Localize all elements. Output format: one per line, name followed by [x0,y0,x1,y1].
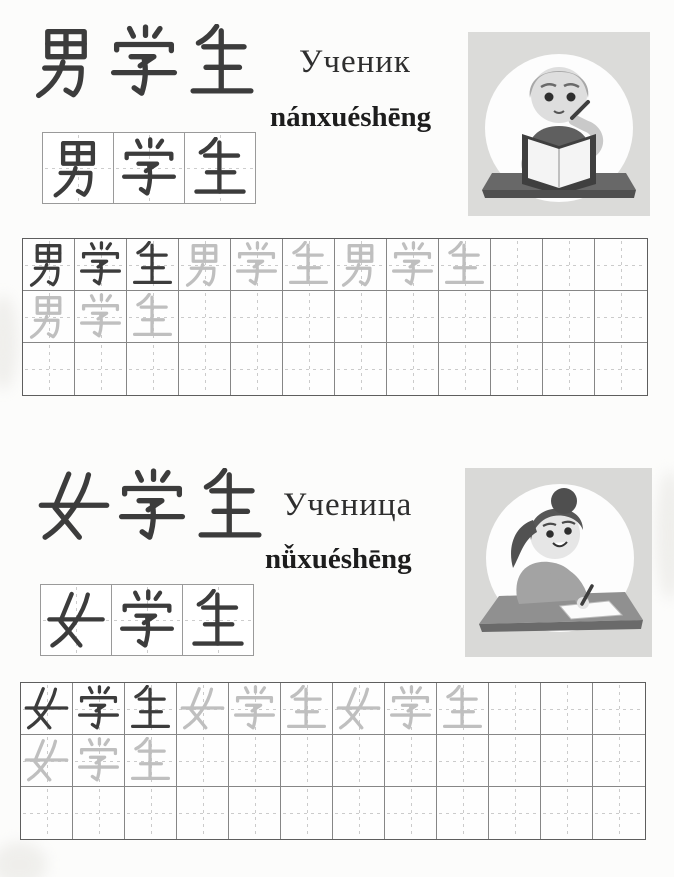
hanzi-nan-glyph [25,293,72,340]
practice-grid-cell [491,291,543,343]
hanzi-nv-glyph [179,685,226,732]
hanzi-xue-glyph [77,293,124,340]
practice-grid-cell [595,239,647,291]
practice-grid-cell [491,239,543,291]
hanzi-nv-glyph [335,685,382,732]
practice-grid-cell [541,683,593,735]
hanzi-xue-glyph [75,685,122,732]
practice-grid-cell [75,291,127,343]
practice-grid-cell [23,239,75,291]
practice-grid-cell [75,239,127,291]
stroke-box [184,132,256,204]
practice-grid-cell [541,787,593,839]
practice-grid-cell [439,291,491,343]
practice-grid-cell [439,239,491,291]
practice-grid-cell [385,683,437,735]
practice-grid-cell [231,343,283,395]
practice-grid-cell [75,343,127,395]
russian-translation: Ученик [299,44,411,80]
hanzi-title [36,468,268,544]
hanzi-xue-glyph [118,137,180,199]
practice-grid-cell [437,787,489,839]
practice-grid-cell [179,343,231,395]
pinyin-transcription: nǚxuéshēng [265,543,412,575]
hanzi-sheng-glyph [192,468,268,544]
hanzi-xue-glyph [231,685,278,732]
practice-grid-cell [335,239,387,291]
hanzi-xue-glyph [106,24,182,100]
hanzi-xue-glyph [114,468,190,544]
hanzi-nan-glyph [47,137,109,199]
practice-grid-cell [73,787,125,839]
practice-grid-cell [439,343,491,395]
practice-grid-cell [543,343,595,395]
practice-grid-cell [281,735,333,787]
hanzi-xue-glyph [75,737,122,784]
stroke-box [111,584,183,656]
practice-grid-cell [125,683,177,735]
hanzi-nv-glyph [23,685,70,732]
practice-grid-cell [593,787,645,839]
stroke-box [42,132,114,204]
hanzi-nv-glyph [23,737,70,784]
practice-grid-cell [437,735,489,787]
practice-grid-cell [593,683,645,735]
hanzi-sheng-glyph [189,137,251,199]
hanzi-nan-glyph [25,241,72,288]
section-female-student [0,440,674,877]
practice-grid-cell [21,787,73,839]
practice-grid-cell [489,735,541,787]
stroke-box [113,132,185,204]
practice-grid-cell [543,239,595,291]
stroke-box-row [42,132,256,204]
hanzi-xue-glyph [233,241,280,288]
hanzi-xue-glyph [387,685,434,732]
practice-grid-cell [125,735,177,787]
practice-grid-cell [177,787,229,839]
hanzi-xue-glyph [389,241,436,288]
practice-grid-cell [127,291,179,343]
boy-reading-illustration [468,32,650,216]
practice-grid-cell [541,735,593,787]
practice-grid [20,682,646,840]
girl-writing-icon [465,468,652,657]
practice-grid-cell [595,343,647,395]
practice-grid-cell [73,735,125,787]
practice-grid-cell [127,239,179,291]
practice-grid-cell [73,683,125,735]
hanzi-nv-glyph [45,589,107,651]
practice-grid-cell [127,343,179,395]
practice-grid-cell [283,239,335,291]
practice-grid-cell [179,291,231,343]
practice-grid-cell [283,343,335,395]
practice-grid-cell [333,787,385,839]
boy-reading-icon [468,32,650,216]
practice-grid-cell [489,787,541,839]
hanzi-nan-glyph [28,24,104,100]
practice-grid-cell [387,291,439,343]
practice-grid-cell [387,343,439,395]
hanzi-xue-glyph [116,589,178,651]
practice-grid-cell [229,787,281,839]
practice-grid-cell [229,735,281,787]
practice-grid-cell [23,291,75,343]
practice-grid-cell [229,683,281,735]
hanzi-xue-glyph [77,241,124,288]
practice-grid-cell [125,787,177,839]
practice-grid-cell [179,239,231,291]
stroke-box-row [40,584,254,656]
hanzi-sheng-glyph [129,241,176,288]
hanzi-sheng-glyph [127,685,174,732]
practice-grid-cell [333,735,385,787]
practice-grid-cell [385,787,437,839]
practice-grid-cell [491,343,543,395]
girl-writing-illustration [465,468,652,657]
hanzi-sheng-glyph [439,685,486,732]
practice-grid-cell [543,291,595,343]
practice-grid [22,238,648,396]
practice-grid-cell [231,239,283,291]
practice-grid-cell [281,683,333,735]
practice-grid-cell [23,343,75,395]
hanzi-sheng-glyph [187,589,249,651]
hanzi-sheng-glyph [283,685,330,732]
practice-grid-cell [335,291,387,343]
hanzi-sheng-glyph [441,241,488,288]
russian-translation: Ученица [283,487,413,523]
stroke-box [182,584,254,656]
practice-grid-cell [335,343,387,395]
hanzi-nv-glyph [36,468,112,544]
practice-grid-cell [489,683,541,735]
practice-grid-cell [595,291,647,343]
pinyin-transcription: nánxuéshēng [270,101,432,133]
hanzi-title [28,24,260,100]
practice-grid-cell [21,683,73,735]
practice-grid-cell [283,291,335,343]
practice-grid-cell [281,787,333,839]
practice-grid-cell [385,735,437,787]
hanzi-sheng-glyph [184,24,260,100]
hanzi-sheng-glyph [127,737,174,784]
practice-grid-cell [333,683,385,735]
practice-grid-cell [437,683,489,735]
hanzi-sheng-glyph [285,241,332,288]
practice-grid-cell [21,735,73,787]
practice-grid-cell [177,683,229,735]
practice-grid-cell [387,239,439,291]
hanzi-sheng-glyph [129,293,176,340]
practice-grid-cell [593,735,645,787]
hanzi-nan-glyph [337,241,384,288]
stroke-box [40,584,112,656]
practice-grid-cell [177,735,229,787]
practice-grid-cell [231,291,283,343]
hanzi-nan-glyph [181,241,228,288]
